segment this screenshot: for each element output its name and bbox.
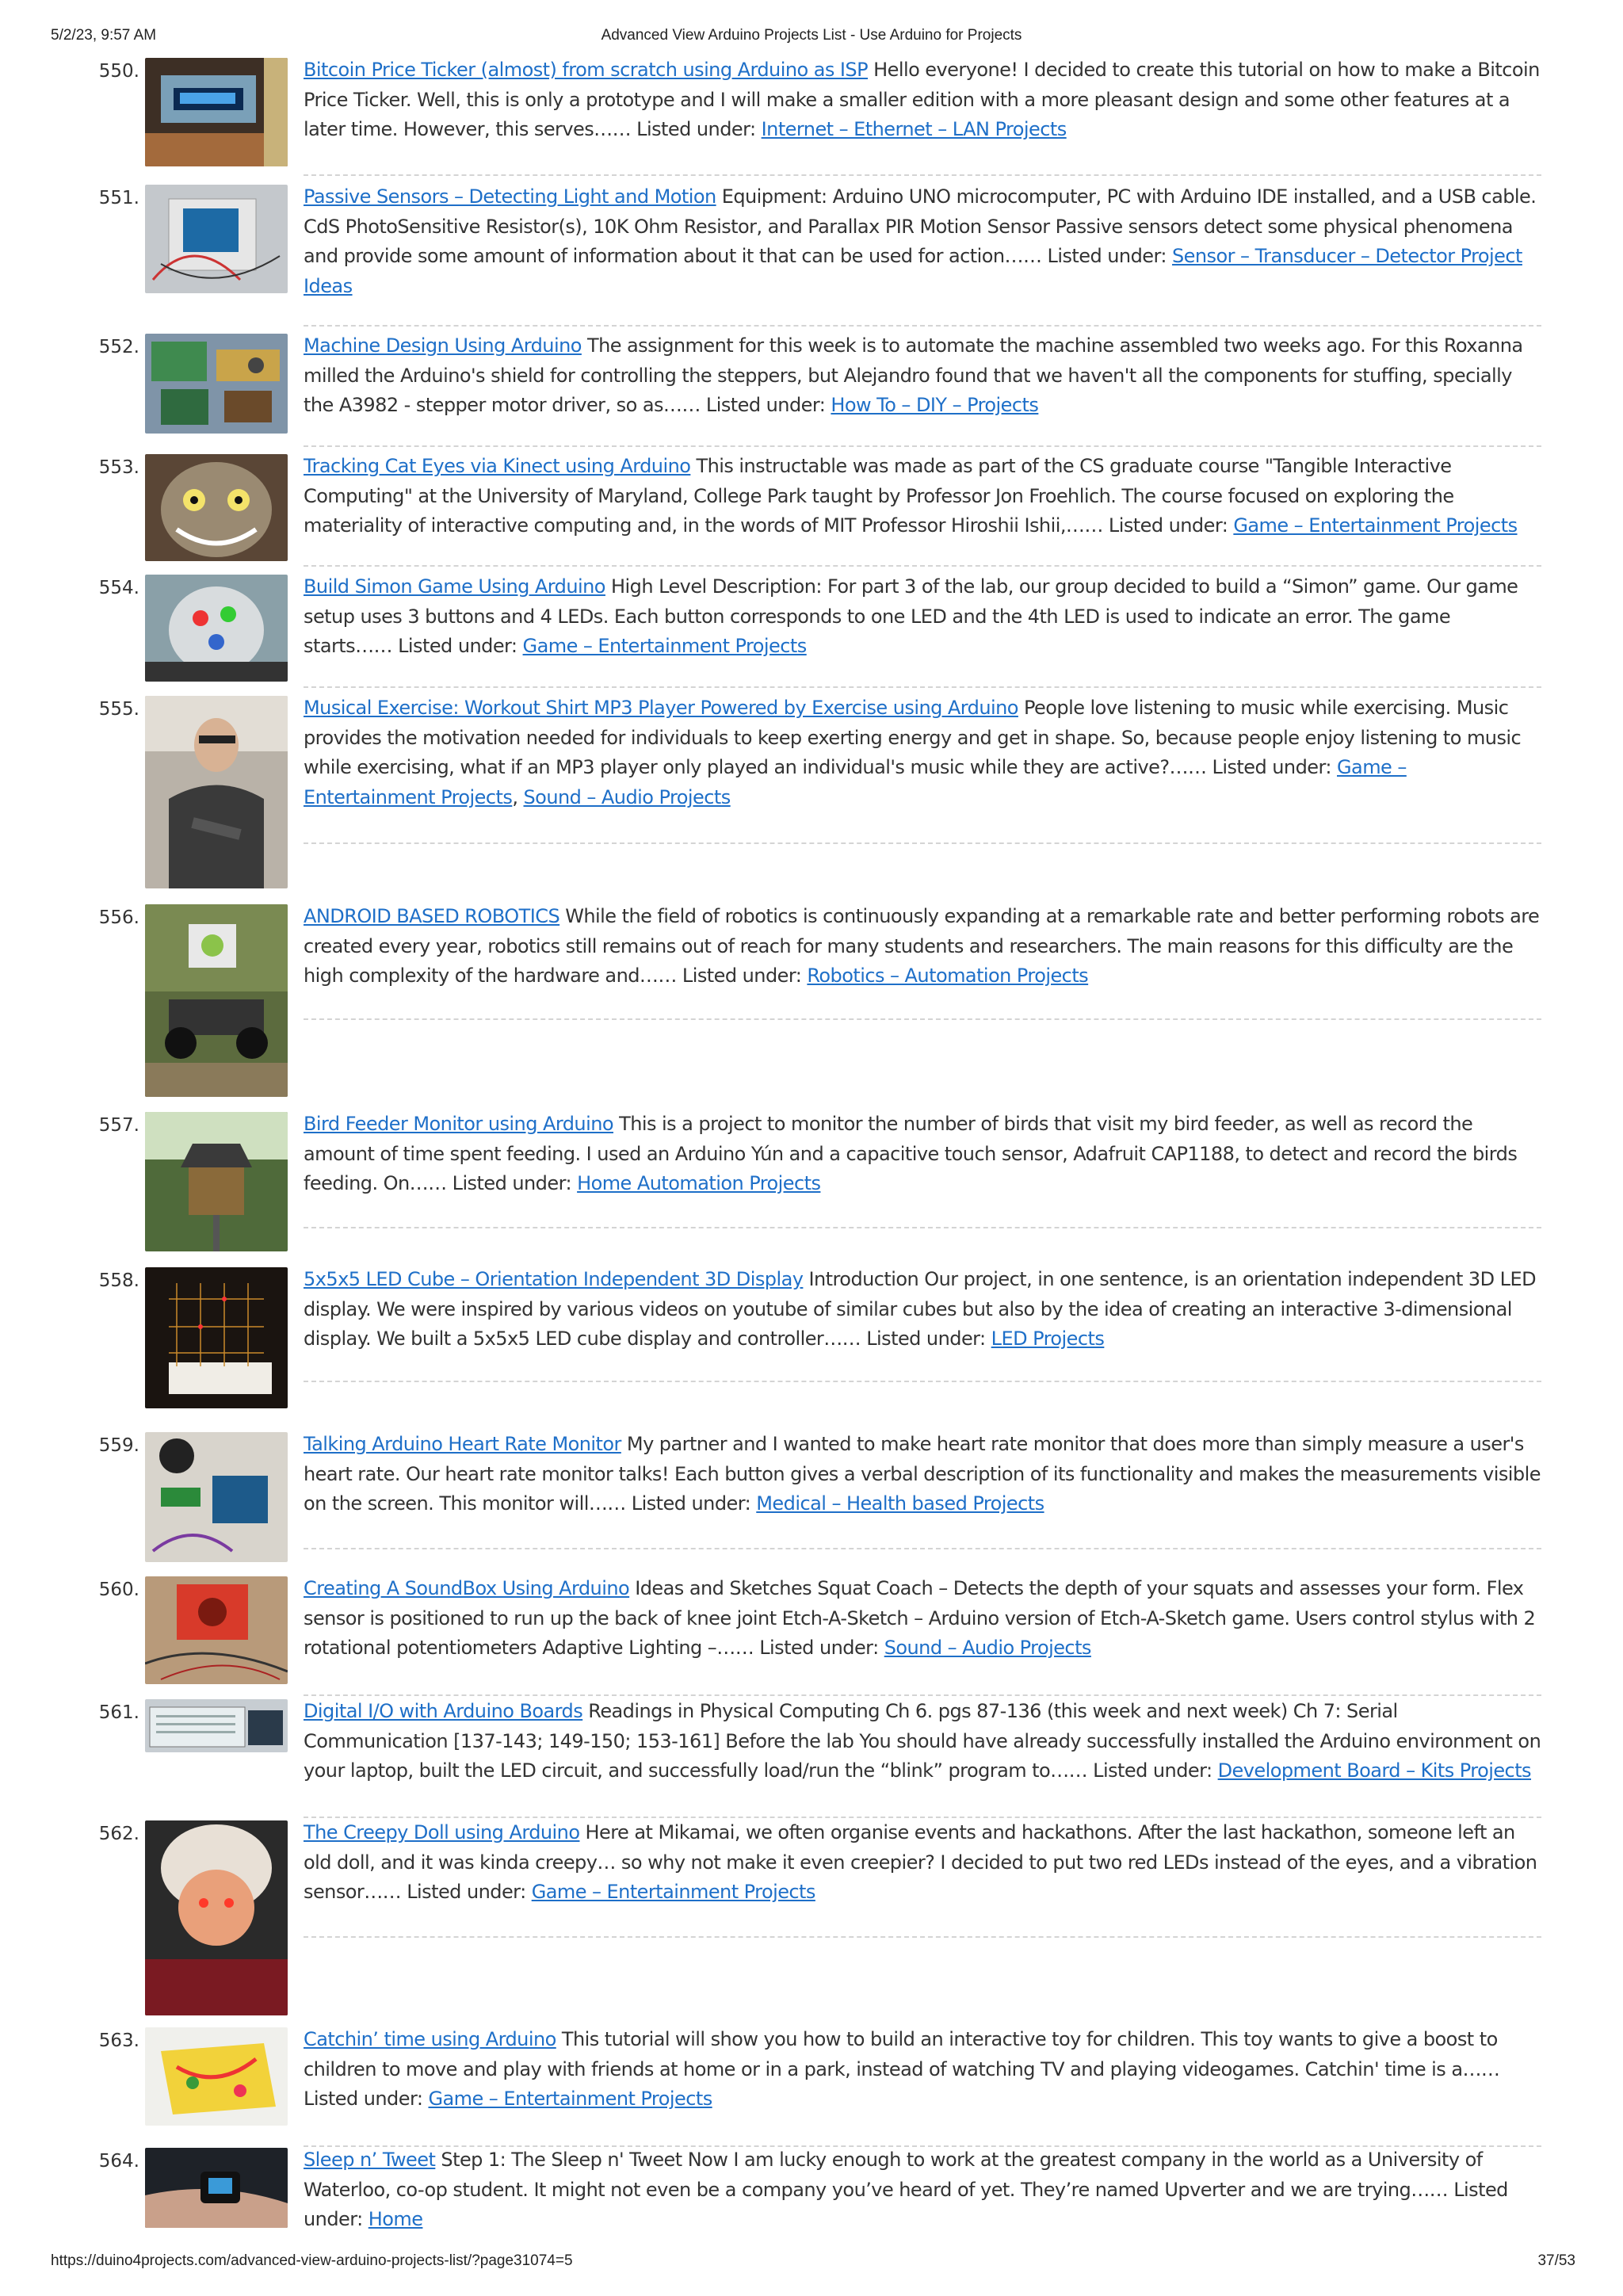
entry-separator — [304, 174, 1541, 176]
entry-separator — [304, 686, 1541, 688]
entry-separator — [304, 1548, 1541, 1549]
entry-text — [304, 331, 1541, 421]
project-thumbnail[interactable] — [145, 1699, 288, 1752]
entry-text — [304, 572, 1541, 662]
project-thumbnail[interactable] — [145, 1432, 288, 1562]
project-description: People love listening to music while exercising. Music provides the motivation needed for individuals to keep exerting energy and get in shape. So, because people enjoy listening to music while exercising, what if an MP3 player only played an individual's music while they are active?…… Listed under: — [304, 697, 1522, 779]
entry-number: 559. — [98, 1435, 139, 1456]
entry-separator — [304, 842, 1541, 844]
project-thumbnail[interactable] — [145, 1820, 288, 2015]
project-title-link[interactable]: Catchin’ time using Arduino — [304, 2028, 556, 2050]
category-link[interactable]: Game – Entertainment Projects — [304, 756, 1407, 808]
project-title-link[interactable]: Tracking Cat Eyes via Kinect using Arduino — [304, 455, 691, 477]
project-thumbnail[interactable] — [145, 2027, 288, 2126]
category-link[interactable]: Internet – Ethernet – LAN Projects — [761, 118, 1067, 141]
entry-number: 556. — [98, 907, 139, 928]
category-link[interactable]: Sound – Audio Projects — [523, 785, 731, 808]
category-link[interactable]: Game – Entertainment Projects — [1233, 514, 1518, 537]
entry-number: 553. — [98, 457, 139, 478]
entry-text: Musical Exercise: Workout Shirt MP3 Player Powered by Exercise using Arduino People love listening to music while exercising. Music provides the motivation needed for individuals to keep exerting energy and get in shape. So, because people enjoy listening to music while exercising, what if an MP3 player only played an individual's music while they are active?…… Listed under: Game – Entertainment Projects, Sound – Audio Projects — [304, 697, 1522, 808]
project-title-link[interactable]: Build Simon Game Using Arduino — [304, 575, 605, 598]
page-number: 37/53 — [1537, 2252, 1575, 2269]
project-description: High Level Description: For part 3 of the lab, our group decided to build a “Simon” game. Our game setup uses 3 buttons and 4 LEDs. Each button corresponds to one LED and the 4th LED is used to indicate an error. The game starts…… Listed under: — [304, 575, 1518, 658]
entry-text — [304, 1110, 1541, 1199]
entry-separator — [304, 1227, 1541, 1228]
entry-text — [304, 2025, 1541, 2115]
project-description: This tutorial will show you how to build an interactive toy for children. This toy wants to give a boost to children to move and play with friends at home or in a park, instead of watching TV and playing videogames. Catchin' time is a…… Listed under: — [304, 2028, 1500, 2111]
project-title-link[interactable]: The Creepy Doll using Arduino — [304, 1821, 580, 1843]
project-thumbnail[interactable] — [145, 575, 288, 682]
project-description: Hello everyone! I decided to create this tutorial on how to make a Bitcoin Price Ticker. Well, this is only a prototype and I will make a smaller edition with a more pleasant design and some other features at a later time. However, this serves…… Listed under: — [304, 59, 1540, 141]
project-title-link[interactable]: Musical Exercise: Workout Shirt MP3 Player Powered by Exercise using Arduino — [304, 697, 1018, 719]
print-date: 5/2/23, 9:57 AM — [51, 27, 157, 44]
project-thumbnail[interactable] — [145, 1267, 288, 1408]
project-description: Step 1: The Sleep n' Tweet Now I am lucky enough to work at the greatest company in the world as a University of Waterloo, co-op student. It might not even be a company you’ve heard of yet. They’re named Upverter and we are trying…… Listed under: — [304, 2149, 1508, 2231]
entry-separator — [304, 1936, 1541, 1938]
entry-number: 564. — [98, 2151, 139, 2172]
entry-number: 555. — [98, 699, 139, 720]
entry-number: 550. — [98, 61, 139, 82]
category-link[interactable]: Medical – Health based Projects — [756, 1492, 1044, 1515]
project-title-link[interactable]: Creating A SoundBox Using Arduino — [304, 1577, 630, 1599]
category-link[interactable]: LED Projects — [991, 1328, 1105, 1350]
entry-separator — [304, 1694, 1541, 1696]
entry-text — [304, 1265, 1541, 1354]
project-title-link[interactable]: Machine Design Using Arduino — [304, 334, 582, 357]
project-thumbnail[interactable] — [145, 696, 288, 888]
project-thumbnail[interactable] — [145, 904, 288, 1097]
project-title-link[interactable]: Bitcoin Price Ticker (almost) from scratch using Arduino as ISP — [304, 59, 869, 81]
category-link[interactable]: Game – Entertainment Projects — [522, 635, 807, 658]
entry-separator — [304, 1381, 1541, 1382]
project-title-link[interactable]: Passive Sensors – Detecting Light and Motion — [304, 185, 716, 208]
entry-separator — [304, 325, 1541, 327]
project-thumbnail[interactable] — [145, 1576, 288, 1684]
project-description: Introduction Our project, in one sentence, is an orientation independent 3D LED display. We were inspired by various videos on youtube of similar cubes but also by the idea of creating an interactive 3-dimensional display. We built a 5x5x5 LED cube display and controller…… Listed under: — [304, 1268, 1537, 1350]
entry-separator — [304, 445, 1541, 447]
entry-number: 560. — [98, 1580, 139, 1600]
entry-number: 558. — [98, 1270, 139, 1291]
project-description: Here at Mikamai, we often organise events and hackathons. After the last hackathon, someone left an old doll, and it was kinda creepy… so why not make it even creepier? I decided to put two red LEDs instead of the eyes, and a vibration sensor…… Listed under: — [304, 1821, 1537, 1904]
category-link[interactable]: Home — [368, 2208, 423, 2231]
entry-text — [304, 1430, 1541, 1519]
entry-number: 554. — [98, 578, 139, 598]
entry-text — [304, 1818, 1541, 1908]
entry-number: 552. — [98, 337, 139, 357]
project-title-link[interactable]: Talking Arduino Heart Rate Monitor — [304, 1433, 621, 1455]
project-title-link[interactable]: 5x5x5 LED Cube – Orientation Independent 3D Display — [304, 1268, 804, 1290]
entry-text — [304, 182, 1541, 301]
category-link[interactable]: Home Automation Projects — [577, 1172, 821, 1195]
project-title-link[interactable]: Sleep n’ Tweet — [304, 2149, 436, 2171]
project-title-link[interactable]: Digital I/O with Arduino Boards — [304, 1700, 583, 1722]
project-title-link[interactable]: Bird Feeder Monitor using Arduino — [304, 1113, 613, 1135]
category-link[interactable]: Game – Entertainment Projects — [428, 2088, 712, 2111]
project-description: The assignment for this week is to automate the machine assembled two weeks ago. For this Roxanna milled the Arduino's shield for controlling the steppers, but Alejandro found that we haven't all the components for stuffing, specially the A3982 - stepper motor driver, so as…… Listed under: — [304, 334, 1523, 417]
project-description: Ideas and Sketches Squat Coach – Detects the depth of your squats and assesses your form. Flex sensor is positioned to run up the back of knee joint Etch-A-Sketch – Arduino version of Etch-A-Sketch game. Users control stylus with 2 rotational potentiometers Adaptive Lighting –…… Listed under: — [304, 1577, 1536, 1660]
entry-number: 561. — [98, 1702, 139, 1723]
print-footer — [0, 2252, 1623, 2275]
project-description: My partner and I wanted to make heart rate monitor that does more than simply measure a user's heart rate. Our heart rate monitor talks! Each button gives a verbal description of its functionality and makes the measurements visible on the screen. This monitor will…… Listed under: — [304, 1433, 1541, 1515]
entry-text — [304, 1697, 1541, 1786]
project-description: This is a project to monitor the number of birds that visit my bird feeder, as well as record the amount of time spent feeding. I used an Arduino Yún and a capacitive touch sensor, Adafruit CAP1188, to detect and record the birds feeding. On…… Listed under: — [304, 1113, 1518, 1195]
entry-number: 563. — [98, 2030, 139, 2051]
project-thumbnail[interactable] — [145, 1112, 288, 1251]
category-link[interactable]: Sound – Audio Projects — [884, 1637, 1091, 1660]
entry-text — [304, 55, 1541, 145]
project-description: This instructable was made as part of the CS graduate course "Tangible Interactive Computing" at the University of Maryland, College Park taught by Professor Jon Froehlich. The course focused on exploring the materiality of interactive computing and, in the words of MIT Professor Hiroshii Ishii,…… Listed under: — [304, 455, 1454, 537]
entry-number: 562. — [98, 1824, 139, 1844]
print-header — [0, 27, 1623, 49]
category-link[interactable]: How To – DIY – Projects — [831, 394, 1039, 417]
project-description: Readings in Physical Computing Ch 6. pgs 87-136 (this week and next week) Ch 7: Serial Communication [137-143; 149-150; 153-161] Before the lab You should have already successfully installed the Arduino environment on your laptop, built the LED circuit, and successfully load/run the “blink” program to…… Listed under: — [304, 1700, 1541, 1782]
category-link[interactable]: Sensor – Transducer – Detector Project Ideas — [304, 245, 1522, 297]
page-url: https://duino4projects.com/advanced-view-arduino-projects-list/?page31074=5 — [51, 2252, 573, 2269]
project-thumbnail[interactable] — [145, 334, 288, 434]
project-description: While the field of robotics is continuously expanding at a remarkable rate and better performing robots are created every year, robotics still remains out of reach for many students and researchers. The main reasons for this difficulty are the high complexity of the hardware and…… Listed under: — [304, 905, 1540, 988]
category-link[interactable]: Game – Entertainment Projects — [531, 1881, 815, 1904]
entry-text — [304, 1574, 1541, 1664]
category-link[interactable]: Robotics – Automation Projects — [807, 965, 1089, 988]
entry-separator — [304, 1018, 1541, 1020]
project-title-link[interactable]: ANDROID BASED ROBOTICS — [304, 905, 560, 927]
entry-text — [304, 2145, 1541, 2235]
project-thumbnail[interactable] — [145, 2148, 288, 2228]
entry-number: 551. — [98, 188, 139, 208]
entry-text — [304, 902, 1541, 991]
entry-text — [304, 452, 1541, 541]
entry-separator — [304, 565, 1541, 567]
project-thumbnail[interactable] — [145, 185, 288, 293]
print-title: Advanced View Arduino Projects List - Use Arduino for Projects — [601, 27, 1022, 44]
project-thumbnail[interactable] — [145, 454, 288, 561]
project-description: Equipment: Arduino UNO microcomputer, PC with Arduino IDE installed, and a USB cable. CdS PhotoSensitive Resistor(s), 10K Ohm Resistor, and Parallax PIR Motion Sensor Passive sensors detect some physical phenomena and provide some amount of information about it that can be used for action…… Listed under: — [304, 185, 1537, 268]
project-thumbnail[interactable] — [145, 58, 288, 166]
entry-number: 557. — [98, 1115, 139, 1136]
category-link[interactable]: Development Board – Kits Projects — [1217, 1759, 1532, 1782]
